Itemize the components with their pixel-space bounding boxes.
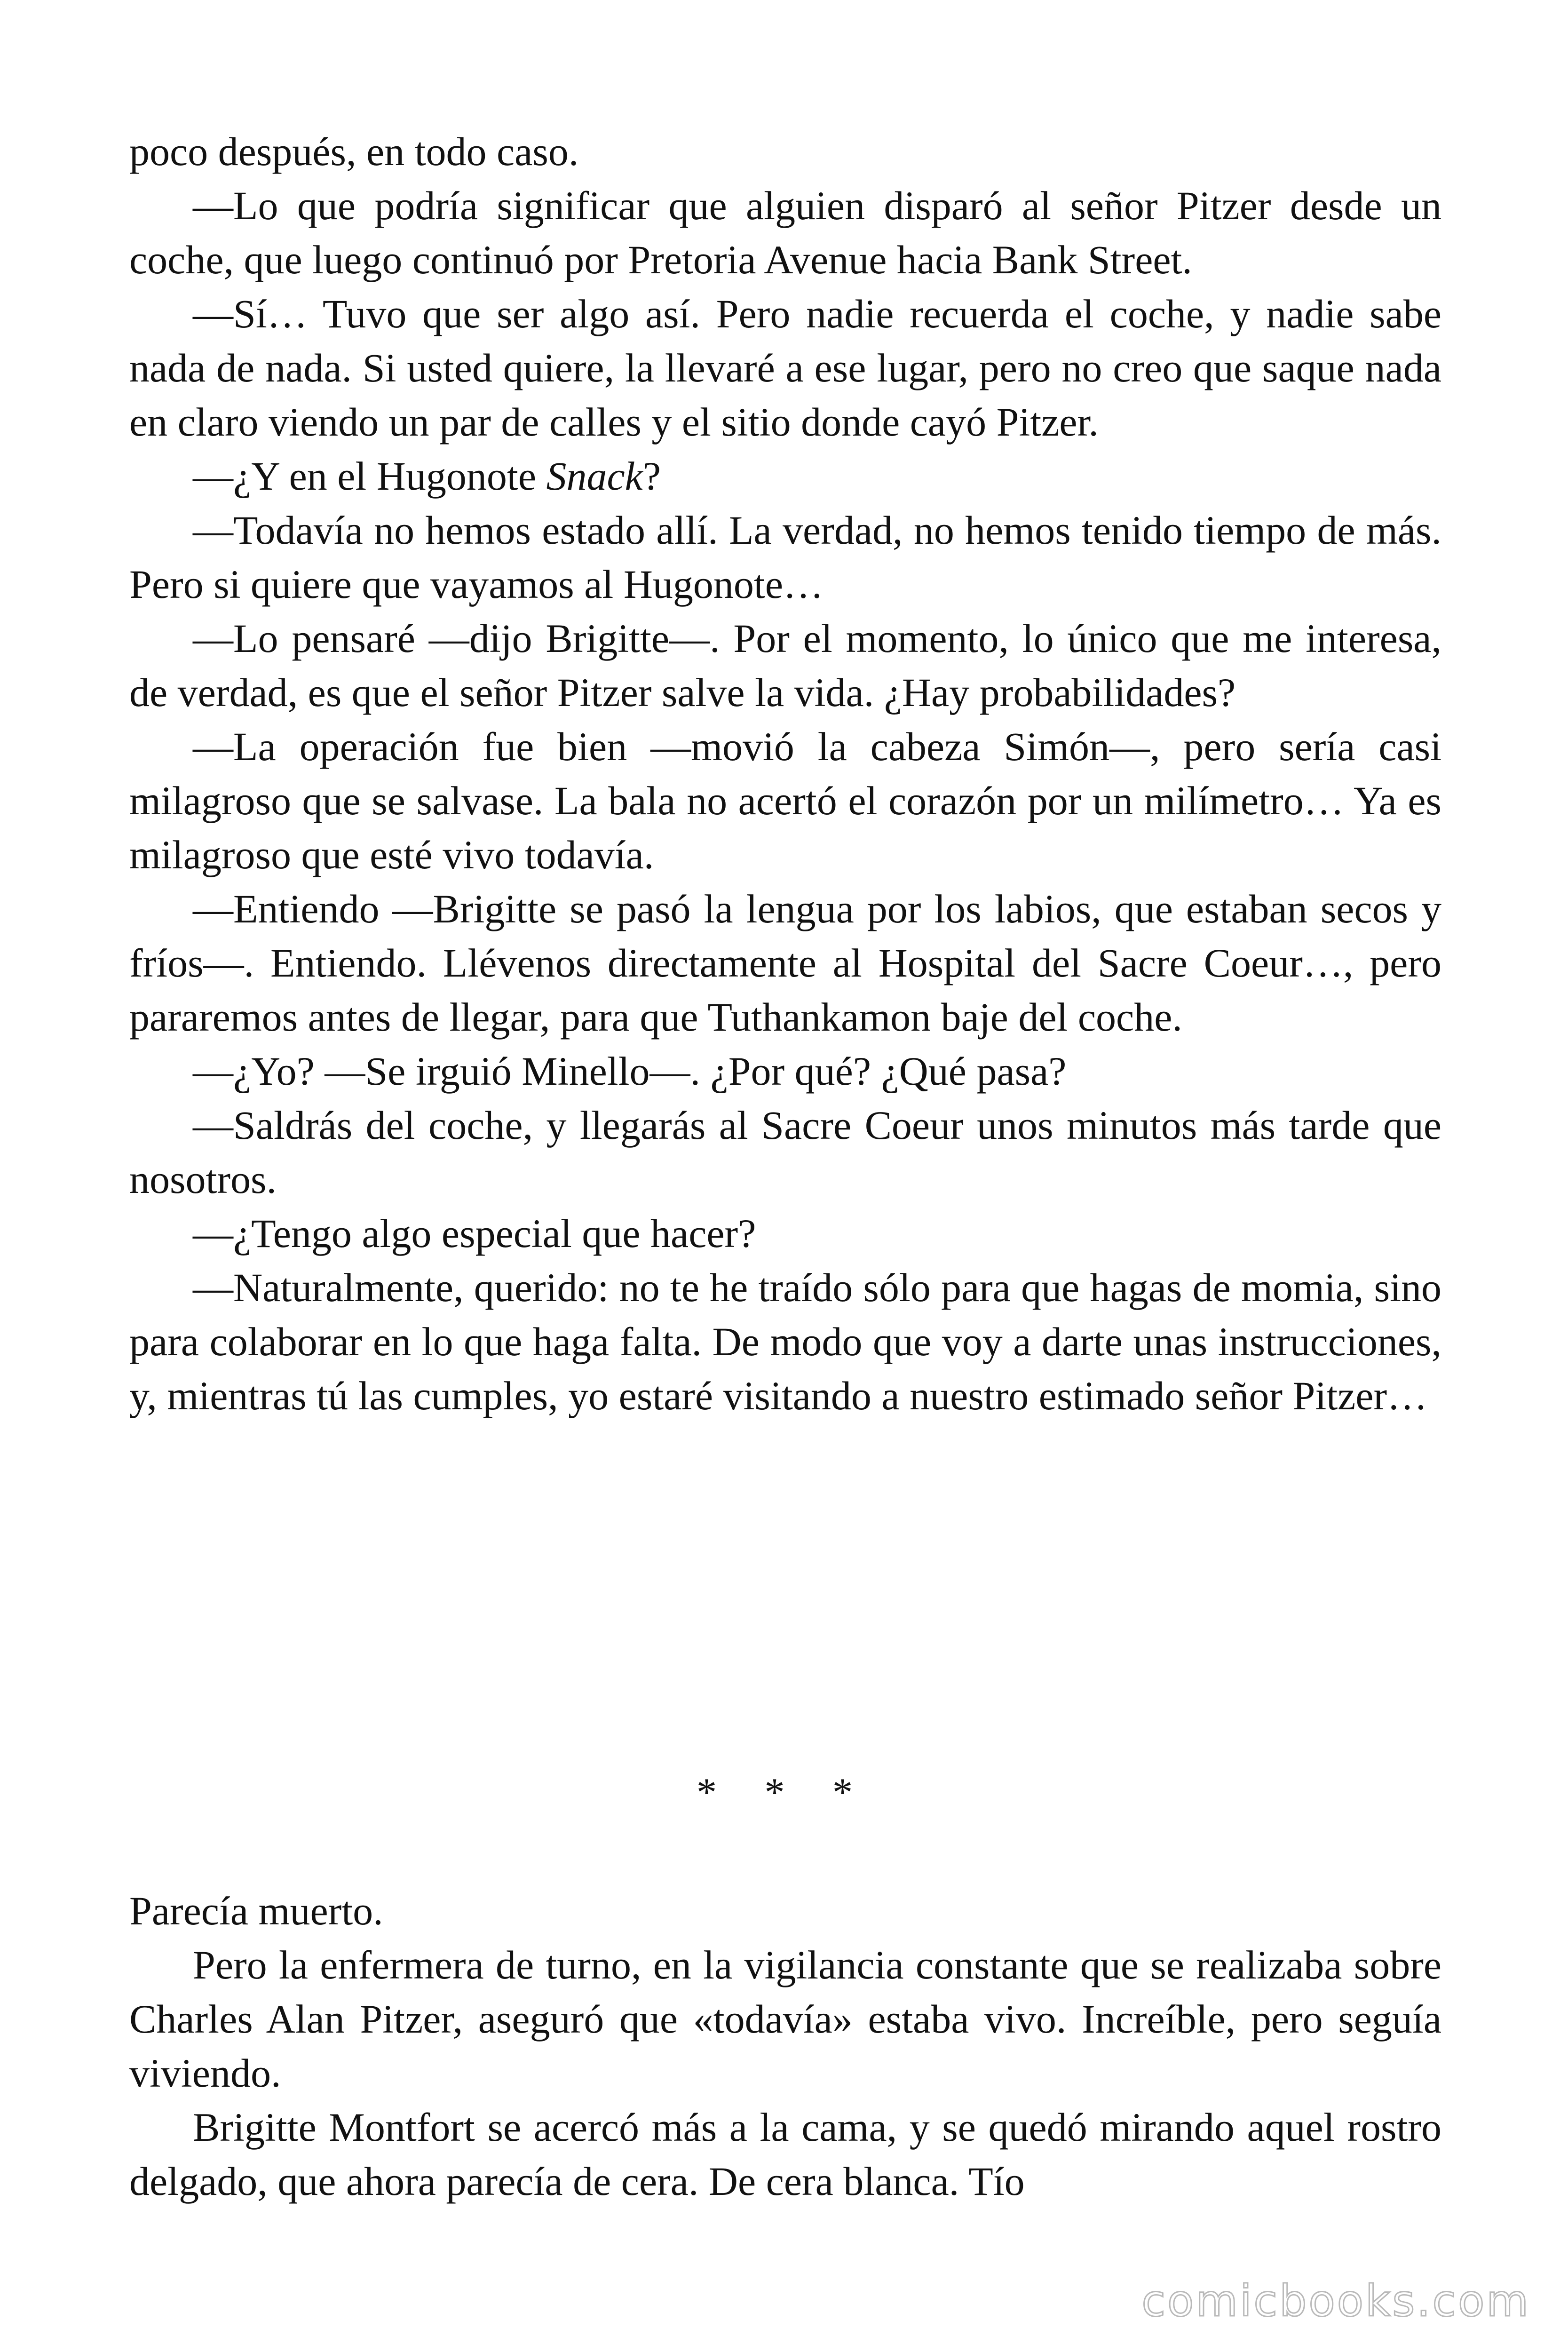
paragraph: poco después, en todo caso.	[129, 129, 579, 174]
paragraph: —Entiendo —Brigitte se pasó la lengua por los labios, que estaban secos y fríos—. Entiendo. Llévenos directamente al Hospital del Sacre Coeur…, pero pararemos antes de llegar, para que Tuthankamon baje del coche.	[129, 886, 1441, 1040]
section-separator: * * *	[697, 1770, 871, 1815]
paragraph-text: ?	[642, 453, 661, 499]
paragraph: —La operación fue bien —movió la cabeza Simón—, pero sería casi milagroso que se salvase. La bala no acertó el corazón por un milímetro… Ya es milagroso que esté vivo todavía.	[129, 724, 1441, 877]
text-section-bottom	[129, 1884, 1441, 2209]
paragraph: —Sí… Tuvo que ser algo así. Pero nadie recuerda el coche, y nadie sabe nada de nada. Si usted quiere, la llevaré a ese lugar, pero no creo que saque nada en claro viendo un par de calles y el sitio donde cayó Pitzer.	[129, 291, 1441, 445]
paragraph: —Lo pensaré —dijo Brigitte—. Por el momento, lo único que me interesa, de verdad, es que el señor Pitzer salve la vida. ¿Hay probabilidades?	[129, 616, 1441, 715]
text-section-top	[129, 125, 1441, 1423]
paragraph: —Lo que podría significar que alguien disparó al señor Pitzer desde un coche, que luego continuó por Pretoria Avenue hacia Bank Street.	[129, 183, 1441, 282]
paragraph: Parecía muerto.	[129, 1888, 383, 1933]
paragraph-text: —¿Y en el Hugonote	[193, 453, 546, 499]
watermark: comicbooks.com	[1141, 2276, 1530, 2326]
italic-word: Snack	[546, 453, 643, 499]
paragraph: —¿Yo? —Se irguió Minello—. ¿Por qué? ¿Qué pasa?	[193, 1049, 1067, 1094]
paragraph: —Saldrás del coche, y llegarás al Sacre Coeur unos minutos más tarde que nosotros.	[129, 1103, 1441, 1202]
paragraph: —¿Tengo algo especial que hacer?	[193, 1211, 756, 1256]
paragraph: Brigitte Montfort se acercó más a la cama, y se quedó mirando aquel rostro delgado, que ahora parecía de cera. De cera blanca. Tío	[129, 2105, 1441, 2204]
paragraph	[129, 449, 1441, 503]
paragraph: —Naturalmente, querido: no te he traído sólo para que hagas de momia, sino para colaborar en lo que haga falta. De modo que voy a darte unas instrucciones, y, mientras tú las cumples, yo estaré visitando a nuestro estimado señor Pitzer…	[129, 1265, 1441, 1418]
paragraph: —Todavía no hemos estado allí. La verdad, no hemos tenido tiempo de más. Pero si quiere que vayamos al Hugonote…	[129, 508, 1441, 607]
paragraph: Pero la enfermera de turno, en la vigilancia constante que se realizaba sobre Charles Alan Pitzer, aseguró que «todavía» estaba vivo. Increíble, pero seguía viviendo.	[129, 1942, 1441, 2096]
